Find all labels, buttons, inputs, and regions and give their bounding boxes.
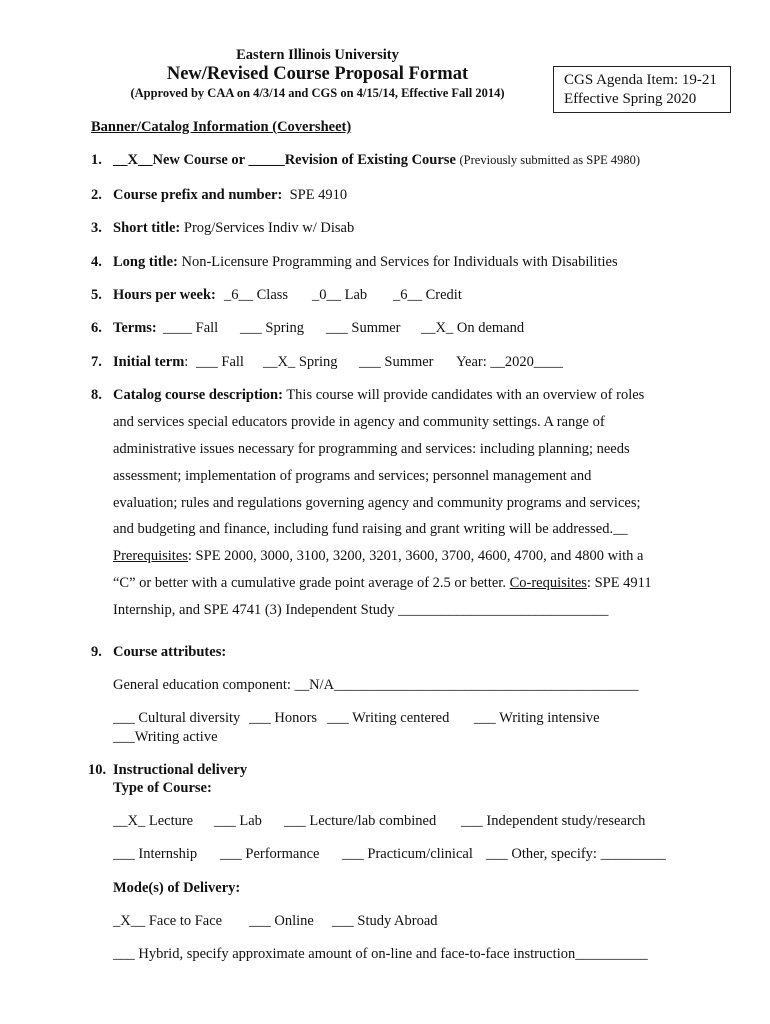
agenda-box xyxy=(553,66,731,113)
type-independent-study: ___ Independent study/research xyxy=(461,813,646,829)
catalog-line-4: assessment; implementation of programs and services; personnel management and xyxy=(113,468,592,484)
prerequisites-text: : SPE 2000, 3000, 3100, 3200, 3201, 3600, 3700, 4600, 4700, and 4800 with a xyxy=(187,548,644,564)
approval-note: (Approved by CAA on 4/3/14 and CGS on 4/15/14, Effective Fall 2014) xyxy=(130,86,505,100)
initial-term-label-text: Initial term xyxy=(113,354,185,370)
initial-term-label xyxy=(113,354,188,371)
mode-face-to-face: _X__ Face to Face xyxy=(113,913,223,929)
type-performance: ___ Performance xyxy=(220,846,320,862)
course-type-field: __X__New Course or _____Revision of Existing Course xyxy=(113,152,456,168)
item-number-3: 3. xyxy=(91,220,102,236)
corequisites-text: : SPE 4911 xyxy=(586,575,652,591)
item-number-10: 10. xyxy=(88,762,107,778)
university-name: Eastern Illinois University xyxy=(236,47,399,63)
short-title-value: Prog/Services Indiv w/ Disab xyxy=(183,220,355,236)
form-title: New/Revised Course Proposal Format xyxy=(166,64,469,84)
prerequisites-line xyxy=(113,548,673,565)
item-number-5: 5. xyxy=(91,287,102,303)
catalog-line-3: administrative issues necessary for programming and services: including planning; needs xyxy=(113,441,630,457)
item-course-type xyxy=(113,152,640,169)
mode-online: ___ Online xyxy=(249,913,314,929)
catalog-text-1: This course will provide candidates with an overview of roles xyxy=(286,387,645,403)
effective-term: Effective Spring 2020 xyxy=(564,91,697,107)
type-lecture: __X_ Lecture xyxy=(113,813,194,829)
grade-requirement-text: “C” or better with a cumulative grade point average of 2.5 or better. xyxy=(113,575,510,591)
terms-on-demand: __X_ On demand xyxy=(421,320,525,336)
course-attributes-label: Course attributes: xyxy=(113,644,227,660)
mode-hybrid: ___ Hybrid, specify approximate amount of on-line and face-to-face instruction__________ xyxy=(113,946,648,962)
modes-of-delivery-label: Mode(s) of Delivery: xyxy=(113,880,241,896)
terms-summer: ___ Summer xyxy=(326,320,401,336)
prerequisites-label: Prerequisites xyxy=(113,548,188,564)
hours-lab: _0__ Lab xyxy=(312,287,368,303)
item-number-8: 8. xyxy=(91,387,102,403)
corequisites-label: Co-requisites xyxy=(509,575,587,591)
mode-study-abroad: ___ Study Abroad xyxy=(332,913,438,929)
general-education-field: General education component: __N/A__________________________________________ xyxy=(113,677,639,693)
attr-writing-intensive: ___ Writing intensive xyxy=(474,710,600,726)
item-number-7: 7. xyxy=(91,354,102,370)
item-number-4: 4. xyxy=(91,254,102,270)
terms-spring: ___ Spring xyxy=(240,320,305,336)
corequisites-line-2: Internship, and SPE 4741 (3) Independent Study _____________________________ xyxy=(113,602,609,618)
terms-fall: ____ Fall xyxy=(163,320,219,336)
type-of-course-label: Type of Course: xyxy=(113,780,212,796)
hours-label: Hours per week: xyxy=(113,287,216,303)
initial-term-colon: : xyxy=(184,354,189,370)
prefix-value: SPE 4910 xyxy=(289,187,348,203)
instructional-delivery-label: Instructional delivery xyxy=(113,762,248,778)
initial-spring: __X_ Spring xyxy=(263,354,338,370)
attr-writing-active: ___Writing active xyxy=(113,729,218,745)
initial-year: Year: __2020____ xyxy=(456,354,563,370)
item-short-title xyxy=(113,220,354,237)
item-number-2: 2. xyxy=(91,187,102,203)
item-number-1: 1. xyxy=(91,152,102,168)
terms-label: Terms: xyxy=(113,320,157,336)
section-title: Banner/Catalog Information (Coversheet) xyxy=(91,119,352,135)
agenda-item: CGS Agenda Item: 19-21 xyxy=(564,72,717,88)
catalog-line-5: evaluation; rules and regulations governing agency and community programs and services; xyxy=(113,495,641,511)
catalog-line-1 xyxy=(113,387,673,404)
previously-submitted-note: (Previously submitted as SPE 4980) xyxy=(459,153,641,167)
item-number-6: 6. xyxy=(91,320,102,336)
attr-writing-centered: ___ Writing centered xyxy=(327,710,450,726)
initial-summer: ___ Summer xyxy=(359,354,434,370)
type-practicum: ___ Practicum/clinical xyxy=(342,846,473,862)
item-course-prefix xyxy=(113,187,347,204)
long-title-label: Long title: xyxy=(113,254,178,270)
item-long-title xyxy=(113,254,618,271)
attr-honors: ___ Honors xyxy=(249,710,318,726)
short-title-label: Short title: xyxy=(113,220,181,236)
catalog-line-6: and budgeting and finance, including fund raising and grant writing will be addressed.__ xyxy=(113,521,628,537)
type-lecture-lab: ___ Lecture/lab combined xyxy=(284,813,437,829)
type-other: ___ Other, specify: _________ xyxy=(486,846,666,862)
long-title-value: Non-Licensure Programming and Services for Individuals with Disabilities xyxy=(181,254,618,270)
type-lab: ___ Lab xyxy=(214,813,262,829)
initial-fall: ___ Fall xyxy=(196,354,244,370)
corequisites-line xyxy=(113,575,673,592)
catalog-line-2: and services special educators provide in agency and community settings. A range of xyxy=(113,414,605,430)
catalog-label: Catalog course description: xyxy=(113,387,283,403)
hours-credit: _6__ Credit xyxy=(393,287,462,303)
item-number-9: 9. xyxy=(91,644,102,660)
hours-class: _6__ Class xyxy=(224,287,289,303)
type-internship: ___ Internship xyxy=(113,846,198,862)
prefix-label: Course prefix and number: xyxy=(113,187,283,203)
attr-cultural-diversity: ___ Cultural diversity xyxy=(113,710,241,726)
